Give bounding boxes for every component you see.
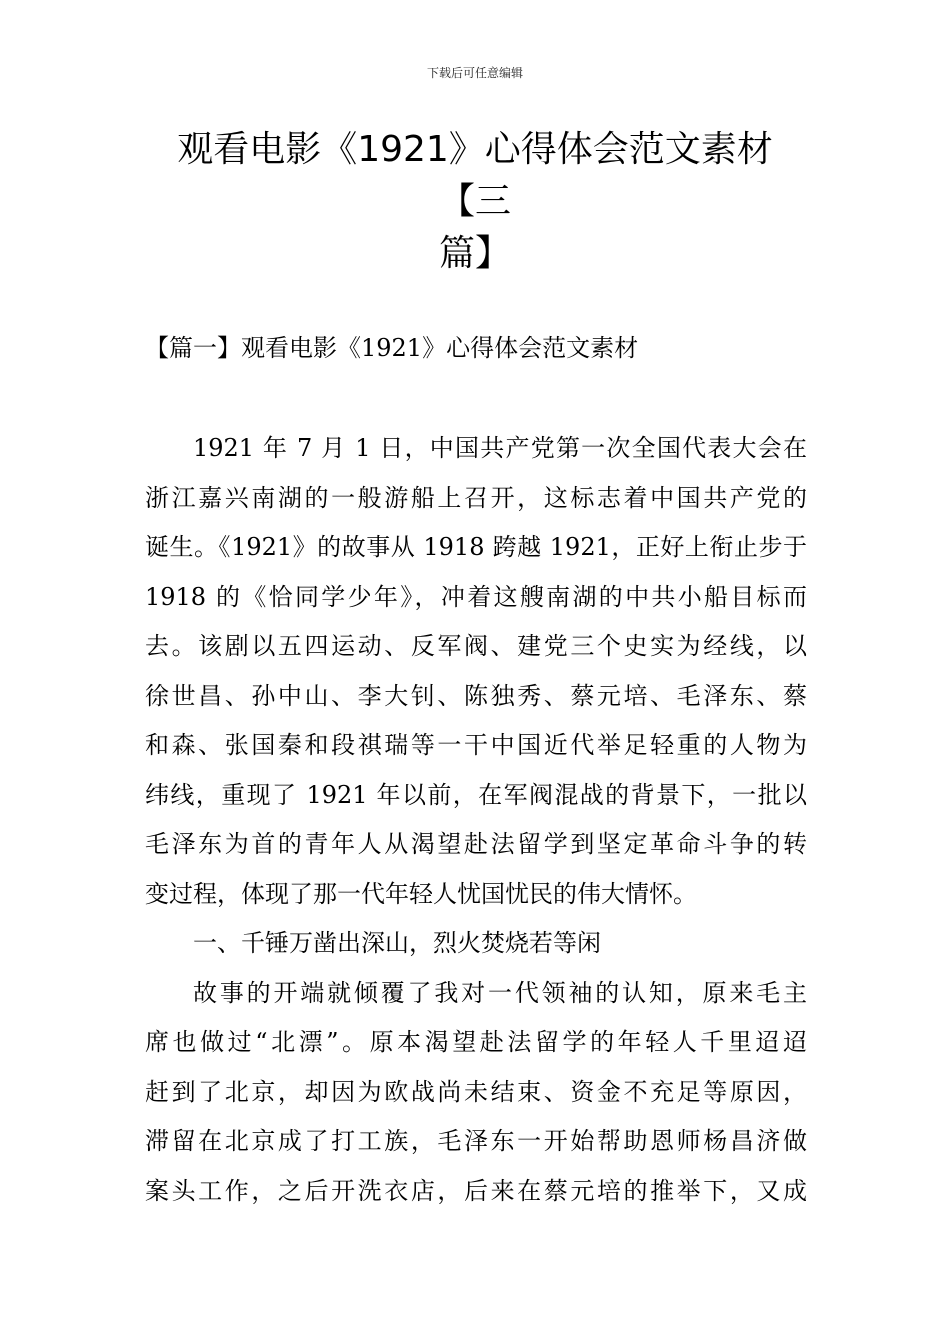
- paragraph-line: 席也做过“北漂”。原本渴望赴法留学的年轻人千里迢迢: [145, 1028, 807, 1056]
- paragraph-line: 1918 的《恰同学少年》，冲着这艘南湖的中共小船目标而: [145, 582, 807, 611]
- paragraph-line: 毛泽东为首的青年人从渴望赴法留学到坚定革命斗争的转: [145, 830, 807, 858]
- paragraph-1: [145, 424, 807, 919]
- title-line-2: 篇】: [438, 233, 511, 274]
- body-text: [145, 424, 807, 1216]
- paragraph-line: 变过程，体现了那一代年轻人忧国忧民的伟大情怀。: [145, 879, 697, 908]
- title-line-1: 观看电影《1921》心得体会范文素材【三: [177, 129, 773, 222]
- paragraph-line: 1921 年 7 月 1 日，中国共产党第一次全国代表大会在: [193, 434, 807, 462]
- paragraph-line: 徐世昌、孙中山、李大钊、陈独秀、蔡元培、毛泽东、蔡: [145, 681, 807, 710]
- section-heading: 【篇一】观看电影《1921》心得体会范文素材: [145, 334, 639, 362]
- paragraph-line: 案头工作，之后开洗衣店，后来在蔡元培的推举下，又成: [145, 1176, 807, 1205]
- paragraph-line: 和森、张国秦和段祺瑞等一干中国近代举足轻重的人物为: [145, 731, 807, 759]
- document-title: [145, 124, 805, 280]
- subheading-1: [145, 919, 807, 969]
- paragraph-line: 浙江嘉兴南湖的一般游船上召开，这标志着中国共产党的: [145, 483, 807, 512]
- paragraph-line: 诞生。《1921》的故事从 1918 跨越 1921，正好上衔止步于: [145, 533, 807, 561]
- subheading-line: 一、千锤万凿出深山，烈火焚烧若等闲: [193, 929, 601, 957]
- header-note: 下载后可任意编辑: [426, 66, 523, 80]
- paragraph-line: 滞留在北京成了打工族，毛泽东一开始帮助恩师杨昌济做: [145, 1127, 807, 1155]
- paragraph-2: [145, 969, 807, 1217]
- paragraph-line: 纬线，重现了 1921 年以前，在军阀混战的背景下，一批以: [145, 780, 807, 809]
- paragraph-line: 故事的开端就倾覆了我对一代领袖的认知，原来毛主: [193, 978, 807, 1007]
- paragraph-line: 赶到了北京，却因为欧战尚未结束、资金不充足等原因，: [145, 1077, 807, 1106]
- paragraph-line: 去。该剧以五四运动、反军阀、建党三个史实为经线，以: [145, 632, 807, 660]
